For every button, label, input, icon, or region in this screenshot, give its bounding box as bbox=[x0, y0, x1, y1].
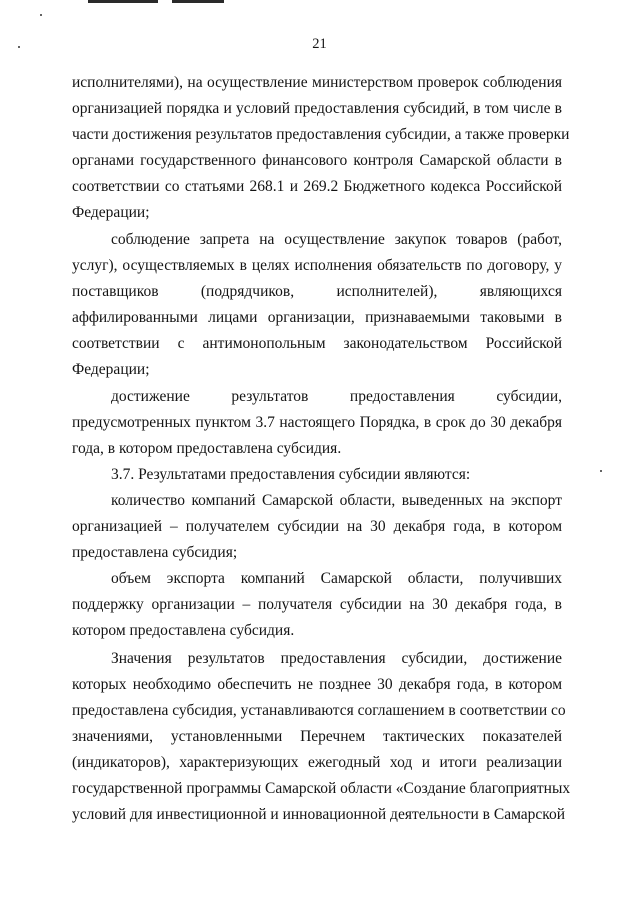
text-line: значениями, установленными Перечнем тактических показателей bbox=[72, 728, 562, 745]
text-line: государственной программы Самарской области «Создание благоприятных bbox=[72, 780, 571, 797]
text-line: Федерации; bbox=[72, 204, 150, 221]
text-line: котором предоставлена субсидия. bbox=[72, 622, 295, 639]
text-line: поддержку организации – получателя субсидии на 30 декабря года, в bbox=[72, 596, 562, 613]
text-line: организацией – получателем субсидии на 30 декабря года, в котором bbox=[72, 518, 562, 535]
text-line: достижение результатов предоставления субсидии, bbox=[111, 388, 562, 405]
text-line: организацией порядка и условий предоставления субсидий, в том числе в bbox=[72, 100, 562, 117]
scan-speck bbox=[600, 470, 602, 472]
text-line: объем экспорта компаний Самарской области, получивших bbox=[111, 570, 562, 587]
scan-edge-mark bbox=[172, 0, 224, 3]
text-line: соответствии с антимонопольным законодательством Российской bbox=[72, 335, 562, 352]
text-line: предусмотренных пунктом 3.7 настоящего Порядка, в срок до 30 декабря bbox=[72, 414, 562, 431]
text-line: предоставлена субсидия; bbox=[72, 544, 238, 561]
text-line: предоставлена субсидия, устанавливаются соглашением в соответствии со bbox=[72, 702, 566, 719]
text-line: услуг), осуществляемых в целях исполнения обязательств по договору, у bbox=[72, 257, 562, 274]
text-line: аффилированными лицами организации, признаваемыми таковыми в bbox=[72, 309, 562, 326]
scan-speck bbox=[40, 14, 42, 16]
text-line: исполнителями), на осуществление министерством проверок соблюдения bbox=[72, 74, 562, 91]
text-line: соответствии со статьями 268.1 и 269.2 Бюджетного кодекса Российской bbox=[72, 178, 562, 195]
text-line: года, в котором предоставлена субсидия. bbox=[72, 440, 342, 457]
page-number: 21 bbox=[312, 36, 327, 52]
text-line: (индикаторов), характеризующих ежегодный ход и итоги реализации bbox=[72, 754, 562, 771]
text-line: которых необходимо обеспечить не позднее 30 декабря года, в котором bbox=[72, 676, 562, 693]
text-line: Федерации; bbox=[72, 361, 150, 378]
text-line: условий для инвестиционной и инновационной деятельности в Самарской bbox=[72, 806, 566, 823]
section-heading: 3.7. Результатами предоставления субсидии являются: bbox=[111, 466, 471, 483]
scan-edge-mark bbox=[88, 0, 158, 3]
text-line: количество компаний Самарской области, выведенных на экспорт bbox=[111, 492, 562, 509]
text-line: органами государственного финансового контроля Самарской области в bbox=[72, 152, 562, 169]
text-line: соблюдение запрета на осуществление закупок товаров (работ, bbox=[111, 231, 562, 248]
text-line: части достижения результатов предоставления субсидии, а также проверки bbox=[72, 126, 570, 143]
text-line: Значения результатов предоставления субсидии, достижение bbox=[111, 650, 562, 667]
text-line: поставщиков (подрядчиков, исполнителей), являющихся bbox=[72, 283, 562, 300]
